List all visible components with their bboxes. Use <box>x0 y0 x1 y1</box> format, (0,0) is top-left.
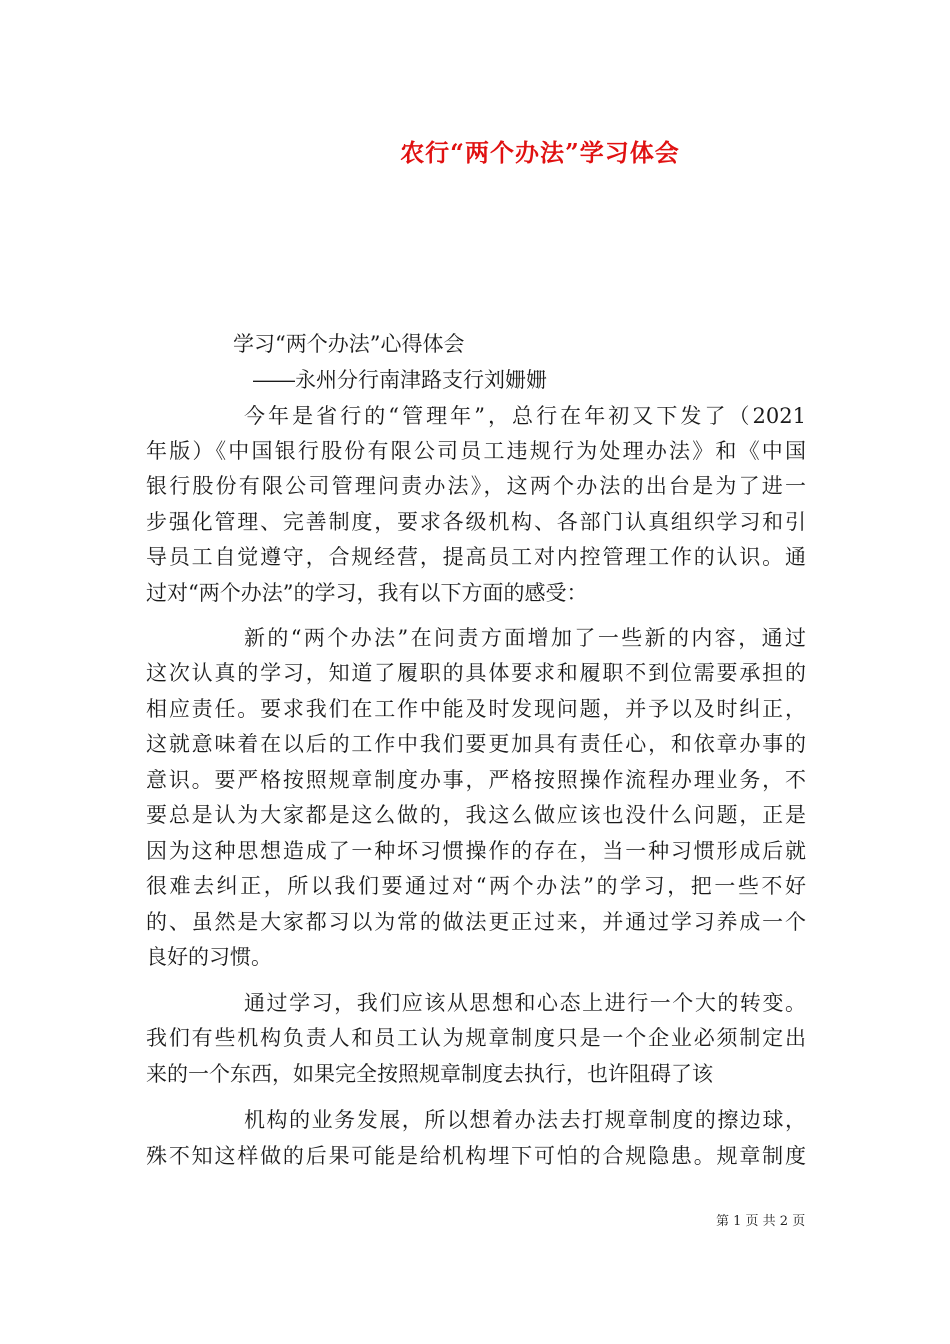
body-line: 的、虽然是大家都习以为常的做法更正过来，并通过学习养成一个 <box>146 910 806 934</box>
body-line: 新的“两个办法”在问责方面增加了一些新的内容，通过 <box>244 626 806 650</box>
body-line: 步强化管理、完善制度，要求各级机构、各部门认真组织学习和引 <box>146 510 806 534</box>
body-line: 导员工自觉遵守，合规经营，提高员工对内控管理工作的认识。通 <box>146 545 806 569</box>
document-title: 农行“两个办法”学习体会 <box>400 138 680 167</box>
body-line: 要总是认为大家都是这么做的，我这么做应该也没什么问题，正是 <box>146 803 806 827</box>
body-line: 意识。要严格按照规章制度办事，严格按照操作流程办理业务，不 <box>146 768 806 792</box>
page-footer: 第 1 页 共 2 页 <box>716 1214 806 1229</box>
body-line: 良好的习惯。 <box>146 945 272 969</box>
subtitle: 学习“两个办法”心得体会 <box>233 332 465 356</box>
body-line: 我们有些机构负责人和员工认为规章制度只是一个企业必须制定出 <box>146 1026 806 1050</box>
author-line: ――永州分行南津路支行刘姗姗 <box>253 368 547 392</box>
body-line: 今年是省行的“管理年”，总行在年初又下发了（2021 <box>244 404 806 428</box>
body-line: 这次认真的学习，知道了履职的具体要求和履职不到位需要承担的 <box>146 661 806 685</box>
body-line: 银行股份有限公司管理问责办法》，这两个办法的出台是为了进一 <box>146 474 806 498</box>
body-line: 殊不知这样做的后果可能是给机构埋下可怕的合规隐患。规章制度 <box>146 1144 806 1168</box>
body-line: 通过学习，我们应该从思想和心态上进行一个大的转变。 <box>244 991 806 1015</box>
body-line: 相应责任。要求我们在工作中能及时发现问题，并予以及时纠正， <box>146 697 806 721</box>
body-line: 年版）《中国银行股份有限公司员工违规行为处理办法》和《中国 <box>146 439 806 463</box>
body-line: 这就意味着在以后的工作中我们要更加具有责任心，和依章办事的 <box>146 732 806 756</box>
body-line: 过对“两个办法”的学习，我有以下方面的感受： <box>146 581 588 605</box>
body-line: 来的一个东西，如果完全按照规章制度去执行，也许阻碍了该 <box>146 1062 713 1086</box>
body-line: 很难去纠正，所以我们要通过对“两个办法”的学习，把一些不好 <box>146 874 806 898</box>
body-line: 因为这种思想造成了一种坏习惯操作的存在，当一种习惯形成后就 <box>146 839 806 863</box>
body-line: 机构的业务发展，所以想着办法去打规章制度的擦边球， <box>244 1108 806 1132</box>
